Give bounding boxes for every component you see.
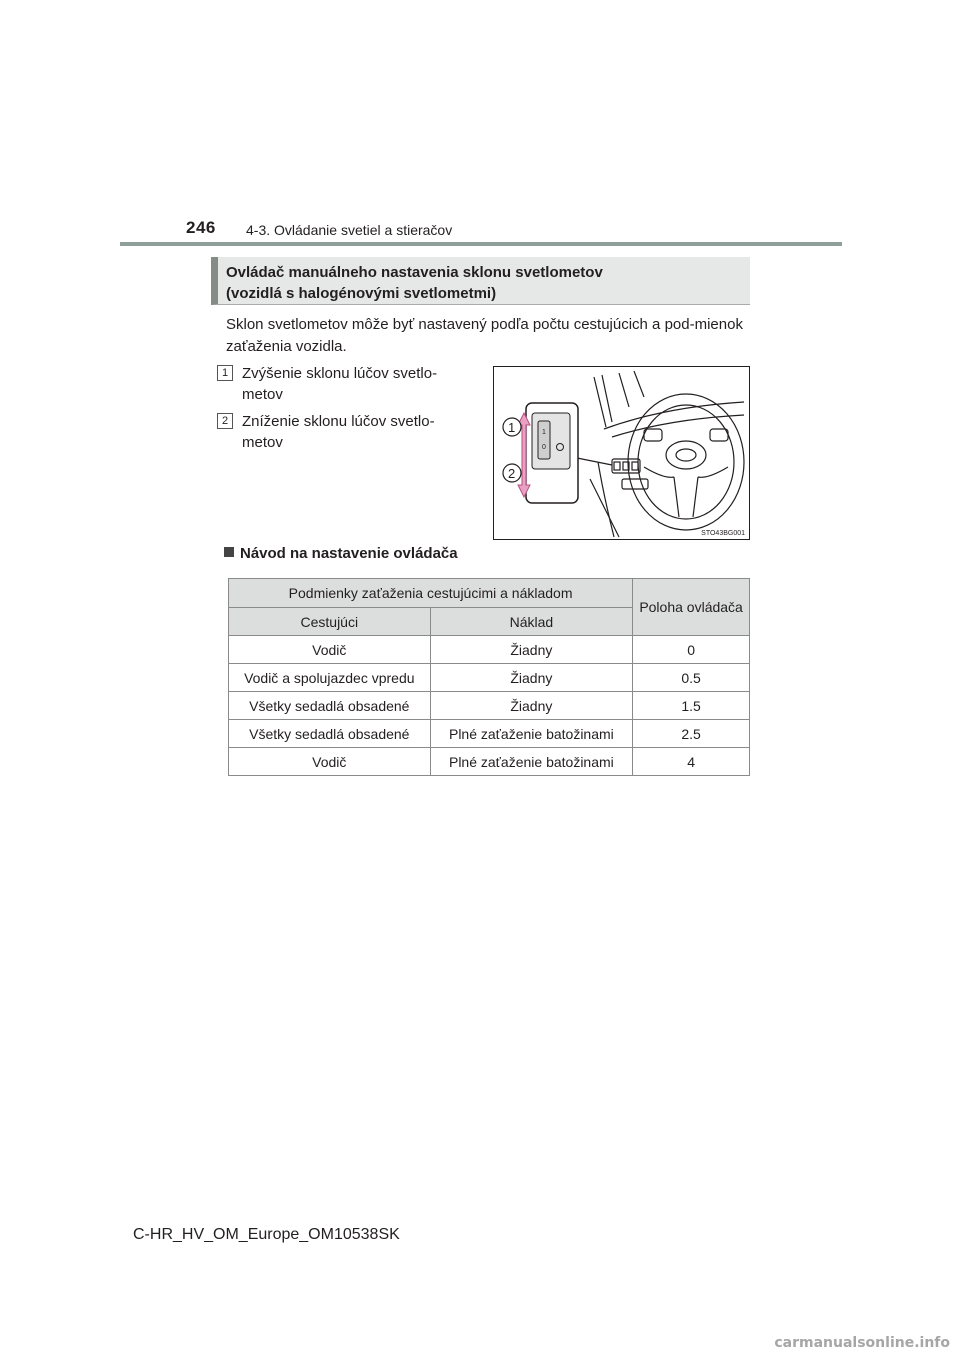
headlight-leveling-illustration: [493, 366, 750, 540]
footer-doc-id: C-HR_HV_OM_Europe_OM10538SK: [133, 1226, 400, 1243]
table-row: [229, 692, 750, 720]
table-row: [229, 636, 750, 664]
subheading: [224, 545, 458, 562]
callout-1: 1: [508, 420, 516, 435]
cell-load: Plné zaťaženie batožinami: [430, 720, 633, 748]
table-row: [229, 664, 750, 692]
table-row: [229, 748, 750, 776]
leveling-table: [228, 578, 750, 776]
page-number: 246: [186, 218, 216, 237]
cell-passengers: Vodič: [229, 748, 431, 776]
cell-position: 4: [633, 748, 750, 776]
item-number: 1: [217, 365, 233, 381]
heading-line-2: (vozidlá s halogénovými svetlometmi): [226, 285, 497, 302]
cell-load: Žiadny: [430, 636, 633, 664]
cell-passengers: Všetky sedadlá obsadené: [229, 692, 431, 720]
cell-load: Žiadny: [430, 664, 633, 692]
dial-mark-0: 0: [542, 444, 546, 451]
table-group-header: Podmienky zaťaženia cestujúcimi a nákladom: [229, 579, 633, 608]
callout-2: 2: [508, 466, 516, 481]
square-bullet-icon: [224, 547, 234, 557]
table-row: [229, 720, 750, 748]
header-rule: [120, 242, 842, 246]
figure-code: STO43BG001: [701, 530, 745, 537]
subheading-text: Návod na nastavenie ovládača: [240, 545, 458, 562]
heading-line-1: Ovládač manuálneho nastavenia sklonu svetlometov: [226, 264, 603, 281]
cell-position: 2.5: [633, 720, 750, 748]
item-text: Zvýšenie sklonu lúčov svetlo-metov: [242, 365, 438, 403]
cell-load: Plné zaťaženie batožinami: [430, 748, 633, 776]
dial-mark-1: 1: [542, 429, 546, 436]
table-header-load: Náklad: [430, 608, 633, 636]
table-position-header: Poloha ovládača: [633, 579, 750, 636]
cell-position: 0.5: [633, 664, 750, 692]
cell-position: 0: [633, 636, 750, 664]
cell-load: Žiadny: [430, 692, 633, 720]
cell-position: 1.5: [633, 692, 750, 720]
item-text: Zníženie sklonu lúčov svetlo-metov: [242, 413, 435, 451]
dashboard-drawing: [494, 367, 750, 540]
watermark-link[interactable]: carmanualsonline.info: [774, 1335, 950, 1351]
cell-passengers: Vodič a spolujazdec vpredu: [229, 664, 431, 692]
section-heading: [211, 257, 750, 305]
cell-passengers: Všetky sedadlá obsadené: [229, 720, 431, 748]
table-header-passengers: Cestujúci: [229, 608, 431, 636]
section-title: 4-3. Ovládanie svetiel a stieračov: [246, 222, 453, 238]
intro-paragraph: Sklon svetlometov môže byť nastavený podľa počtu cestujúcich a pod-mienok zaťaženia vozidla.: [226, 316, 743, 355]
item-number: 2: [217, 413, 233, 429]
cell-passengers: Vodič: [229, 636, 431, 664]
